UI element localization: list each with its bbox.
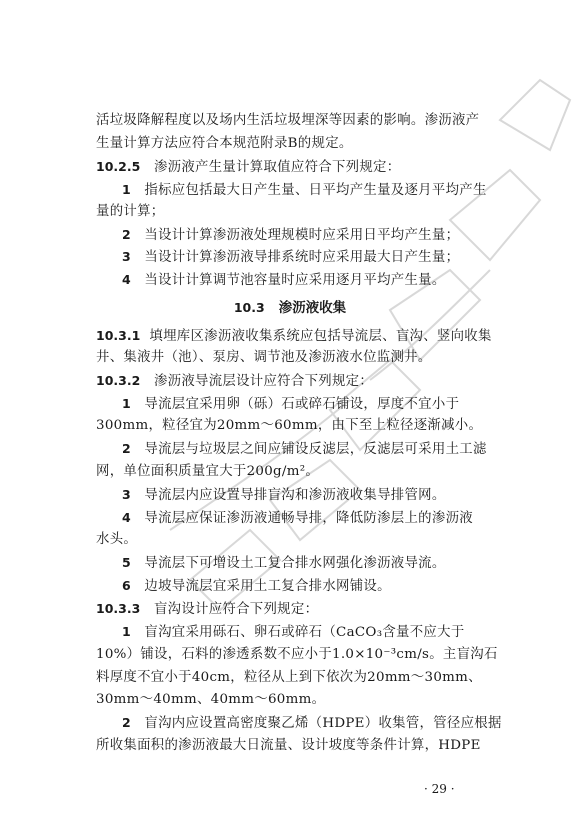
list-item: 1 指标应包括最大日产生量、日平均产生量及逐月平均产生: [122, 182, 487, 198]
paragraph-line: 生量计算方法应符合本规范附录B的规定。: [96, 136, 353, 151]
paragraph-line: 300mm，粒径宜为20mm～60mm，由下至上粒径逐渐减小。: [96, 418, 483, 433]
paragraph-line: 30mm～40mm、40mm～60mm。: [96, 692, 326, 707]
section-number: 10.3: [233, 300, 265, 315]
list-item: 1 盲沟宜采用砾石、卵石或碎石（CaCO₃含量不应大于: [122, 624, 465, 640]
item-number: 1: [122, 396, 131, 411]
paragraph-line: 料厚度不宜小于40cm，粒径从上到下依次为20mm～30mm、: [96, 670, 482, 685]
item-number: 5: [122, 555, 131, 570]
list-item: 2 导流层与垃圾层之间应铺设反滤层，反滤层可采用土工滤: [122, 441, 487, 457]
list-item: 6 边坡导流层宜采用土工复合排水网铺设。: [122, 578, 391, 594]
item-number: 1: [122, 624, 131, 639]
paragraph-line: 井、集液井（池）、泵房、调节池及渗沥液水位监测井。: [96, 350, 432, 365]
section-heading: [0, 299, 580, 317]
clause-number: 10.3.3: [96, 601, 141, 616]
clause-10-3-2: 10.3.2 渗沥液导流层设计应符合下列规定：: [96, 373, 374, 389]
item-number: 4: [122, 272, 131, 287]
clause-10-3-1: 10.3.1 填埋库区渗沥液收集系统应包括导流层、盲沟、竖向收集: [96, 328, 492, 344]
section-title: 渗沥液收集: [278, 300, 347, 316]
list-item: 5 导流层下可增设土工复合排水网强化渗沥液导流。: [122, 555, 446, 571]
item-number: 2: [122, 441, 131, 456]
list-item: 3 导流层内应设置导排盲沟和渗沥液收集导排管网。: [122, 487, 446, 503]
item-number: 4: [122, 510, 131, 525]
item-number: 6: [122, 578, 131, 593]
paragraph-line: 活垃圾降解程度以及场内生活垃圾埋深等因素的影响。渗沥液产: [96, 113, 480, 128]
list-item: 2 当设计计算渗沥液处理规模时应采用日平均产生量；: [122, 227, 460, 243]
item-number: 3: [122, 487, 131, 502]
paragraph-line: 量的计算；: [96, 204, 165, 219]
clause-10-3-3: 10.3.3 盲沟设计应符合下列规定：: [96, 601, 319, 617]
list-item: 1 导流层宜采用卵（砾）石或碎石铺设，厚度不宜小于: [122, 396, 460, 412]
paragraph-line: 网，单位面积质量宜大于200g/m²。: [96, 464, 320, 479]
list-item: 4 当设计计算调节池容量时应采用逐月平均产生量。: [122, 272, 446, 288]
item-number: 3: [122, 249, 131, 264]
list-item: 4 导流层应保证渗沥液通畅导排，降低防渗层上的渗沥液: [122, 510, 473, 526]
item-number: 1: [122, 182, 131, 197]
list-item: 2 盲沟内应设置高密度聚乙烯（HDPE）收集管，管径应根据: [122, 715, 502, 731]
clause-10-2-5: 10.2.5 渗沥液产生量计算取值应符合下列规定：: [96, 159, 401, 175]
paragraph-line: 10%）铺设，石料的渗透系数不应小于1.0×10⁻³cm/s。主盲沟石: [96, 647, 498, 662]
item-number: 2: [122, 227, 131, 242]
clause-number: 10.2.5: [96, 159, 141, 174]
page-number: · 29 ·: [424, 782, 455, 796]
paragraph-line: 所收集面积的渗沥液最大日流量、设计坡度等条件计算，HDPE: [96, 738, 481, 753]
list-item: 3 当设计计算渗沥液导排系统时应采用最大日产生量；: [122, 249, 460, 265]
item-number: 2: [122, 715, 131, 730]
clause-number: 10.3.2: [96, 373, 141, 388]
paragraph-line: 水头。: [96, 532, 138, 547]
clause-number: 10.3.1: [96, 328, 141, 343]
